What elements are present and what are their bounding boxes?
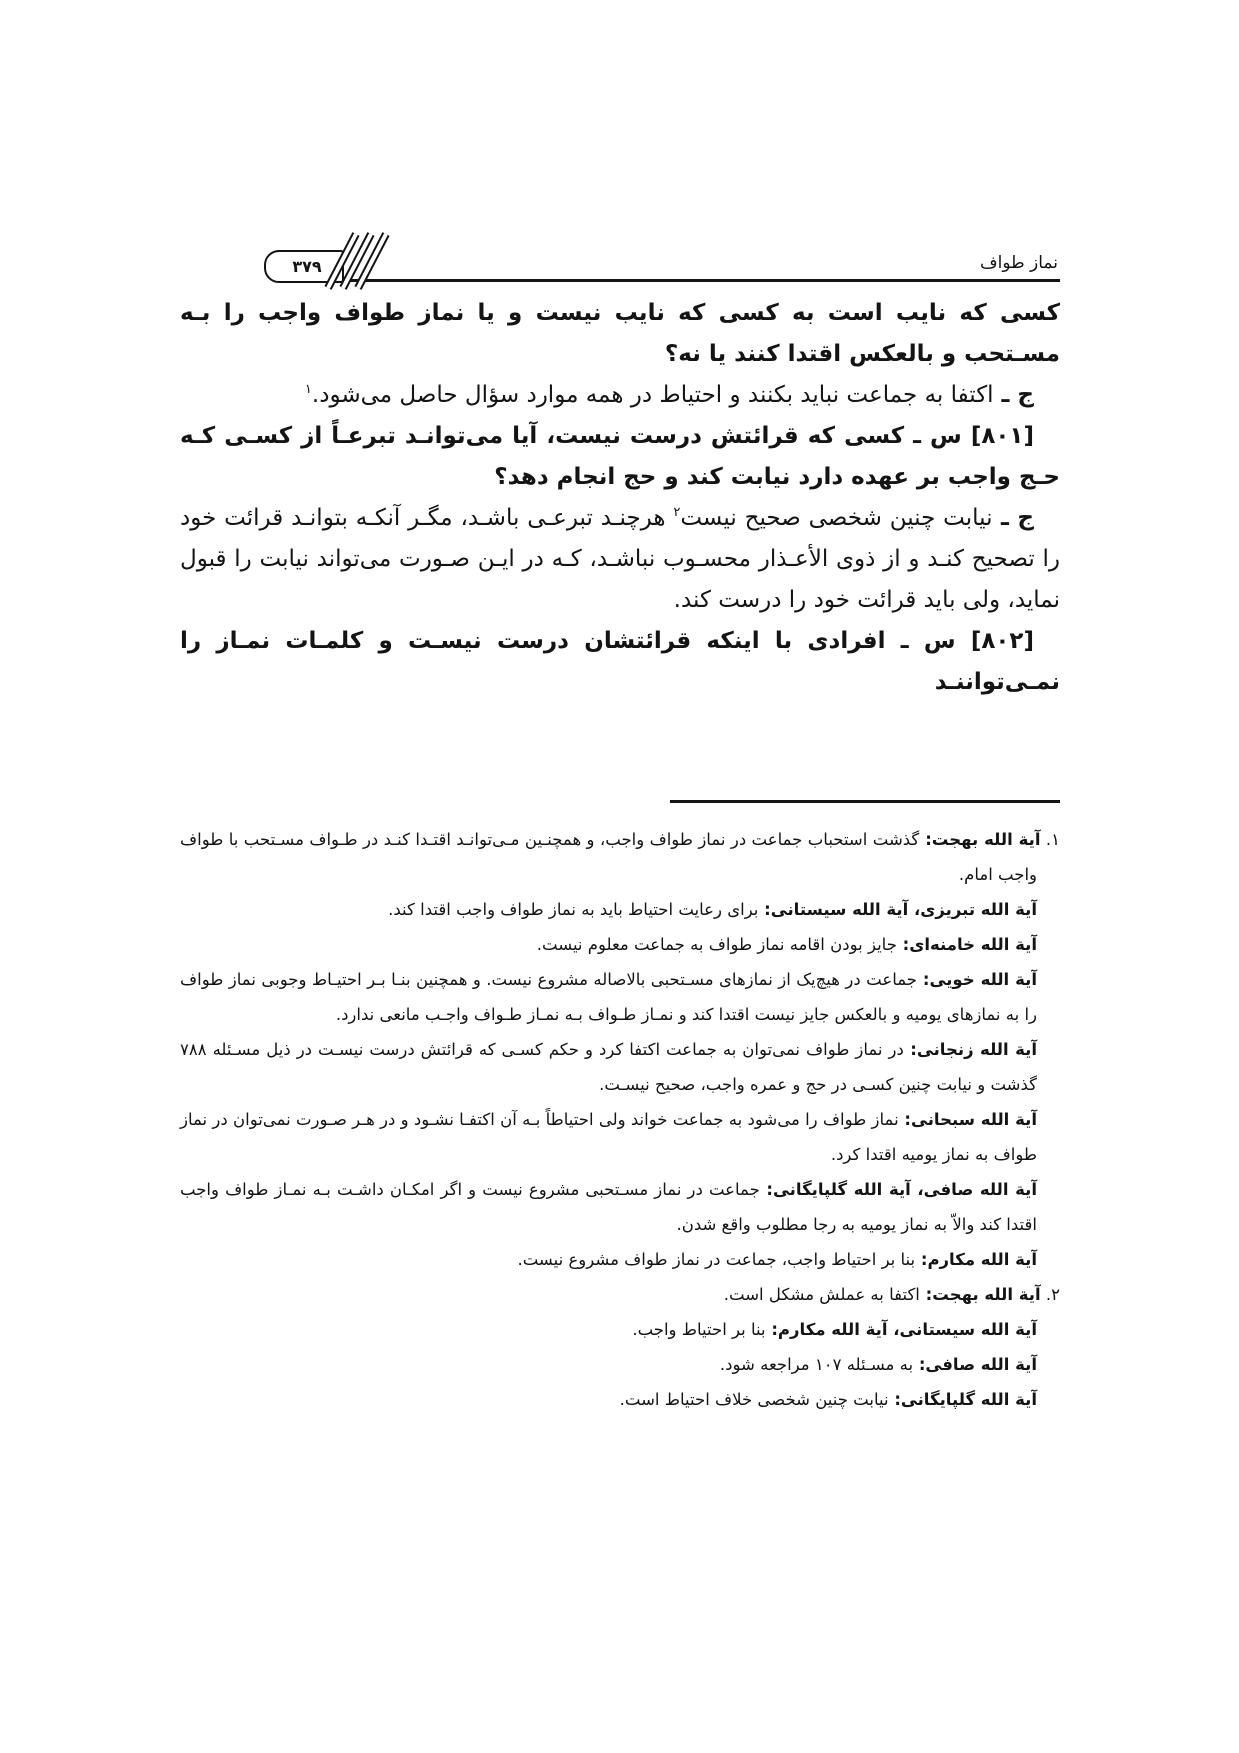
footnote-text: نماز طواف را می‌شود به جماعت خواند ولی احتیاطاً بـه آن اکتفـا نشـود و در هـر صـورت نمی‌توان در نماز طواف به نماز یومیه اقتدا کرد. (180, 1110, 1037, 1164)
main-text (180, 293, 1060, 703)
answer-para (180, 375, 1060, 416)
footnote-text: بنا بر احتیاط واجب. (632, 1320, 766, 1339)
marja-name: آیة الله سیستانی، آیة الله مکارم: (765, 1320, 1037, 1339)
footnote-ref: ۱ (304, 382, 312, 397)
footnote-group (180, 822, 1060, 1277)
bold-text-segment: [۸۰۱] س ـ (904, 423, 1034, 449)
text-segment: اکتفا به جماعت نباید بکنند و احتیاط در همه موارد سؤال حاصل می‌شود. (311, 382, 994, 408)
marja-name: آیة الله خامنه‌ای: (896, 935, 1037, 954)
footnote-text: جایز بودن اقامه نماز طواف به جماعت معلوم نیست. (536, 935, 897, 954)
footnote-text: نیابت چنین شخصی خلاف احتیاط است. (619, 1390, 889, 1409)
diagonal-stripes-icon (320, 231, 402, 291)
marja-name: آیة الله بهجت: (919, 1285, 1041, 1304)
marja-name: آیة الله خویی: (916, 970, 1037, 989)
marja-name: آیة الله بهجت: (919, 830, 1041, 849)
footnotes-section (180, 822, 1060, 1417)
footnote-entry (180, 1102, 1037, 1172)
footnote-text: جماعت در نماز مسـتحبی مشروع نیست و اگر امکـان داشـت بـه نمـاز طواف واجب اقتدا کند والاّ به نماز یومیه به رجا مطلوب واقع شدن. (180, 1180, 1037, 1234)
footnote-text: در نماز طواف نمی‌توان به جماعت اکتفا کرد و حکم کسـی که قرائتش درست نیسـت در ذیل مسـئله ۷۸۸ گذشت و نیابت چنین کسـی در حج و عمره واجب، صحیح نیسـت. (180, 1040, 1037, 1094)
bold-text-segment: ج ـ (993, 382, 1034, 408)
bold-text-segment: کسی که قرائتش درست نیست، آیا می‌توانـد تبرعـاً از کسـی کـه حـج واجب بر عهده دارد نیابت کند و حج انجام دهد؟ (180, 423, 1060, 490)
marja-name: آیة الله زنجانی: (903, 1040, 1038, 1059)
footnote-entry (180, 962, 1037, 1032)
page-content (180, 232, 1060, 1417)
footnote-entry (180, 1242, 1037, 1277)
page-header (180, 232, 1060, 282)
chapter-title: نماز طواف (979, 253, 1058, 273)
footnote-text: بنا بر احتیاط واجب، جماعت در نماز طواف مشروع نیست. (517, 1250, 916, 1269)
question-801-para (180, 416, 1060, 498)
footnote-entry (180, 1032, 1037, 1102)
footnote-entry (180, 822, 1060, 892)
footnote-entry (180, 1172, 1037, 1242)
bold-text-segment: کسی که نایب است به کسی که نایب نیست و یا نماز طواف واجب را بـه مسـتحب و بالعکس اقتدا کنند یا نه؟ (180, 300, 1060, 367)
text-segment: نیابت چنین شخصی صحیح نیست (680, 505, 993, 531)
marja-name: آیة الله تبریزی، آیة الله سیستانی: (758, 900, 1037, 919)
footnote-entry (180, 927, 1037, 962)
page-number: ۳۷۹ (292, 257, 322, 276)
footnote-number: ۲. (1040, 1285, 1060, 1304)
footnote-entry (180, 1312, 1037, 1347)
footnote-number: ۱. (1040, 830, 1060, 849)
footnote-entry (180, 1382, 1037, 1417)
footnote-text: برای رعایت احتیاط باید به نماز طواف واجب اقتدا کند. (388, 900, 759, 919)
bold-text-segment: افرادی با اینکه قرائتشان درست نیسـت و کلمـات نمـاز را نمـی‌تواننـد (180, 628, 1060, 695)
question-continuation-para (180, 293, 1060, 375)
footnote-text: گذشت استحباب جماعت در نماز طواف واجب، و همچنـین مـی‌توانـد اقتـدا کنـد در طـواف مسـتحب با طواف واجب امام. (180, 830, 1037, 884)
footnote-text: جماعت در هیچ‌یک از نمازهای مسـتحبی بالاصاله مشروع نیست. و همچنین بنـا بـر احتیـاط وجوبی نماز طواف را به نمازهای یومیه و بالعکس جایز نیست اقتدا کند و نمـاز طـواف بـه نمـاز طـواف واجـب مانعی ندارد. (180, 970, 1037, 1024)
question-802-para (180, 621, 1060, 703)
header-rule (330, 279, 1060, 282)
answer-para (180, 498, 1060, 621)
footnote-separator (670, 800, 1060, 803)
footnote-text: به مسـئله ۱۰۷ مراجعه شود. (719, 1355, 914, 1374)
marja-name: آیة الله صافی، آیة الله گلپایگانی: (759, 1180, 1037, 1199)
bold-text-segment: ج ـ (992, 505, 1034, 531)
text-segment: هرچنـد تبرعـی باشـد، مگـر آنکـه بتوانـد قرائت خود را تصحیح کنـد و از ذوی الأعـذار محسـوب نباشـد، کـه در ایـن صـورت می‌تواند نیابت را قبول نماید، ولی باید قرائت خود را درست کند. (180, 505, 1060, 613)
footnote-entry (180, 1277, 1060, 1312)
marja-name: آیة الله سبحانی: (898, 1110, 1037, 1129)
footnote-entry (180, 1347, 1037, 1382)
marja-name: آیة الله صافی: (913, 1355, 1037, 1374)
marja-name: آیة الله مکارم: (915, 1250, 1037, 1269)
footnote-text: اکتفا به عملش مشکل است. (723, 1285, 920, 1304)
footnote-group (180, 1277, 1060, 1417)
marja-name: آیة الله گلپایگانی: (888, 1390, 1037, 1409)
footnote-ref: ۲ (673, 505, 681, 520)
bold-text-segment: [۸۰۲] س ـ (885, 628, 1034, 654)
footnote-entry (180, 892, 1037, 927)
